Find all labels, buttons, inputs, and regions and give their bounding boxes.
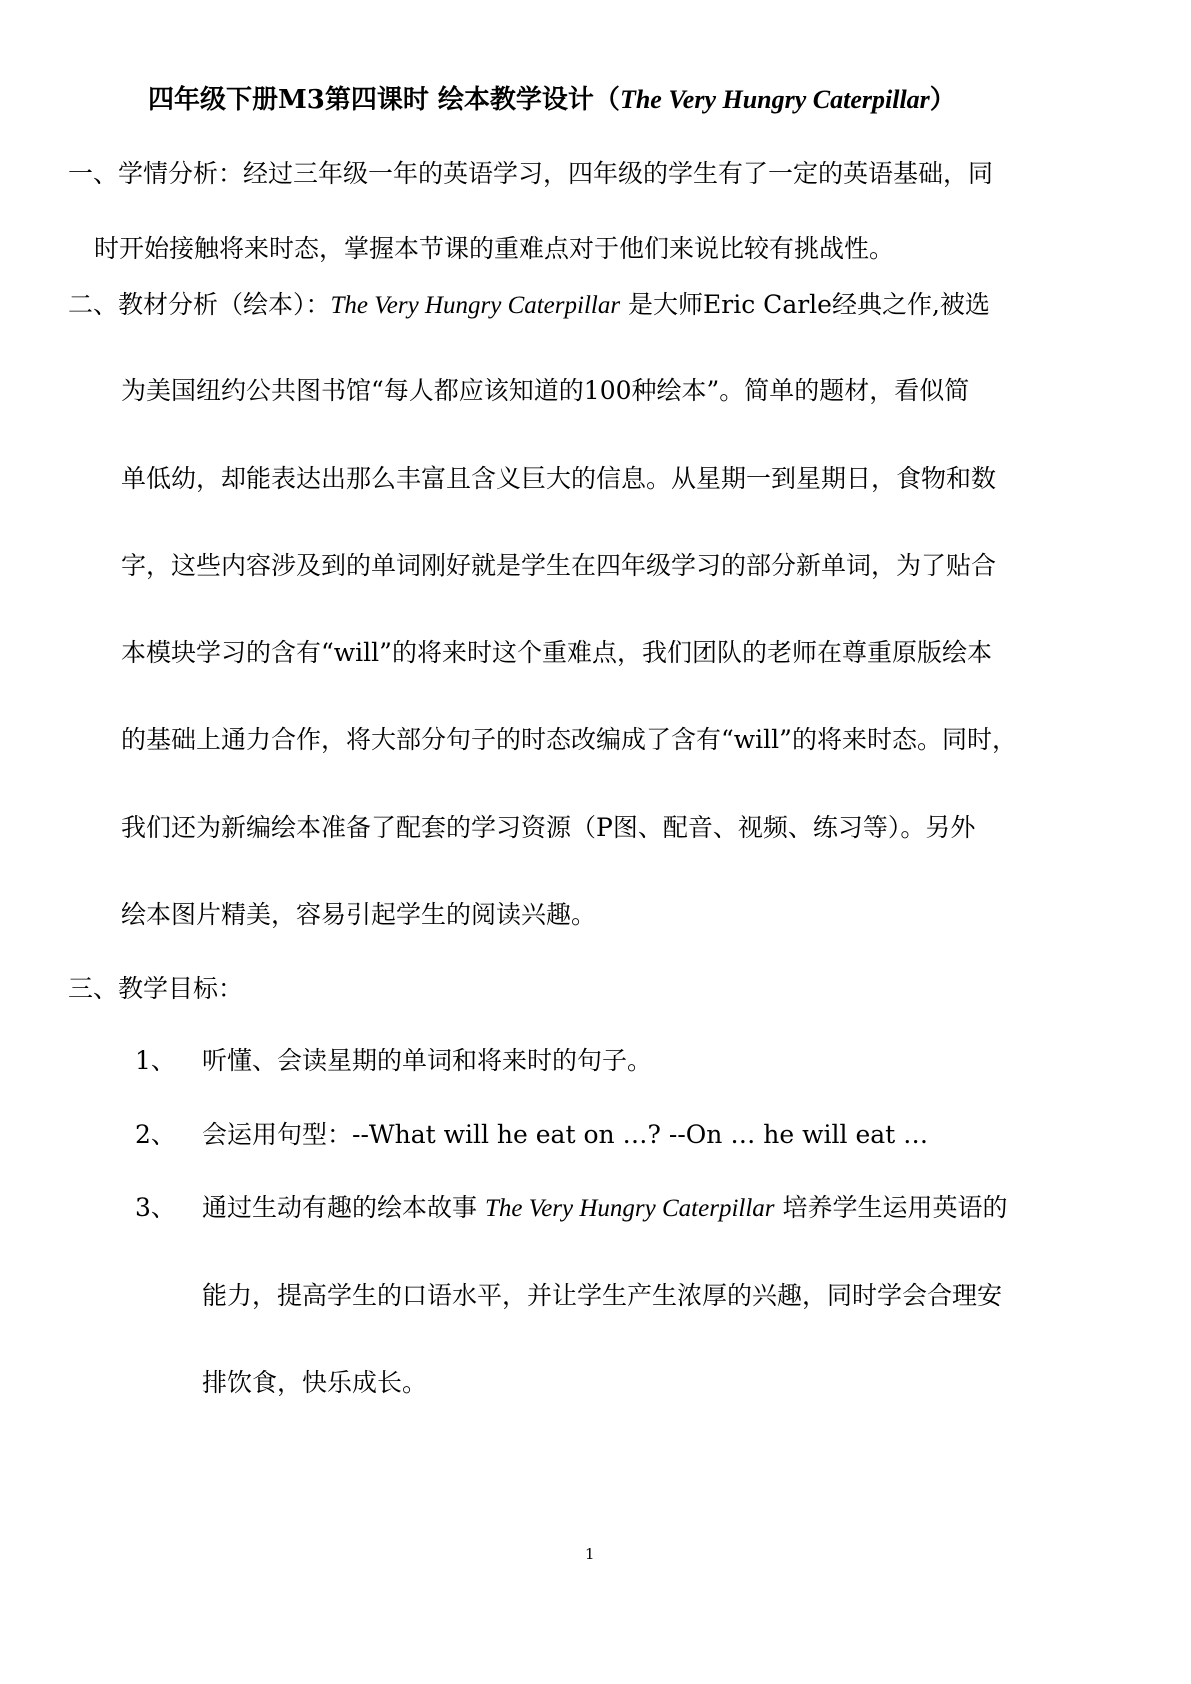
goal-text	[202, 1192, 1007, 1225]
goal-book-name: The Very Hungry Caterpillar	[484, 1195, 775, 1222]
page-number: 1	[585, 1545, 595, 1563]
section2-book-name: The Very Hungry Caterpillar	[330, 292, 621, 319]
goal-text-suffix: 培养学生运用英语的	[774, 1193, 1008, 1222]
goal-text-line2: 能力，提高学生的口语水平，并让学生产生浓厚的兴趣，同时学会合理安	[202, 1281, 1003, 1310]
title-suffix: ）	[929, 85, 956, 115]
section2-line5: 本模块学习的含有“will”的将来时这个重难点，我们团队的老师在尊重原版绘本	[121, 638, 992, 667]
section2-line1	[68, 289, 990, 322]
goal-text: 会运用句型：--What will he eat on …? --On … he will eat …	[202, 1120, 929, 1149]
section2-line1-suffix: 是大师Eric Carle经典之作,被选	[620, 290, 990, 319]
section2-heading: 二、教材分析（绘本）：	[68, 290, 331, 319]
section3-heading: 三、教学目标：	[68, 974, 244, 1003]
title-book-name: The Very Hungry Caterpillar	[619, 85, 930, 114]
section2-line4: 字，这些内容涉及到的单词刚好就是学生在四年级学习的部分新单词，为了贴合	[121, 551, 997, 580]
goal-number: 3、	[135, 1193, 176, 1222]
goal-text: 听懂、会读星期的单词和将来时的句子。	[202, 1046, 653, 1075]
goal-text-line3: 排饮食，快乐成长。	[202, 1368, 428, 1397]
goal-number: 2、	[135, 1120, 176, 1149]
title-prefix: 四年级下册M3第四课时 绘本教学设计（	[148, 85, 620, 115]
section2-line8: 绘本图片精美，容易引起学生的阅读兴趣。	[121, 900, 597, 929]
section1-line2: 时开始接触将来时态，掌握本节课的重难点对于他们来说比较有挑战性。	[94, 234, 895, 263]
goal-text-prefix: 通过生动有趣的绘本故事	[202, 1193, 485, 1222]
section2-line2: 为美国纽约公共图书馆“每人都应该知道的100种绘本”。简单的题材，看似简	[121, 376, 970, 405]
section2-line6: 的基础上通力合作，将大部分句子的时态改编成了含有“will”的将来时态。同时，	[121, 725, 1017, 754]
section2-line7: 我们还为新编绘本准备了配套的学习资源（P图、配音、视频、练习等）。另外	[121, 813, 976, 842]
section2-line3: 单低幼，却能表达出那么丰富且含义巨大的信息。从星期一到星期日，食物和数	[121, 464, 997, 493]
section1-line1: 一、学情分析：经过三年级一年的英语学习，四年级的学生有了一定的英语基础，同	[68, 159, 994, 188]
document-title	[148, 84, 956, 116]
goal-number: 1、	[135, 1046, 176, 1075]
